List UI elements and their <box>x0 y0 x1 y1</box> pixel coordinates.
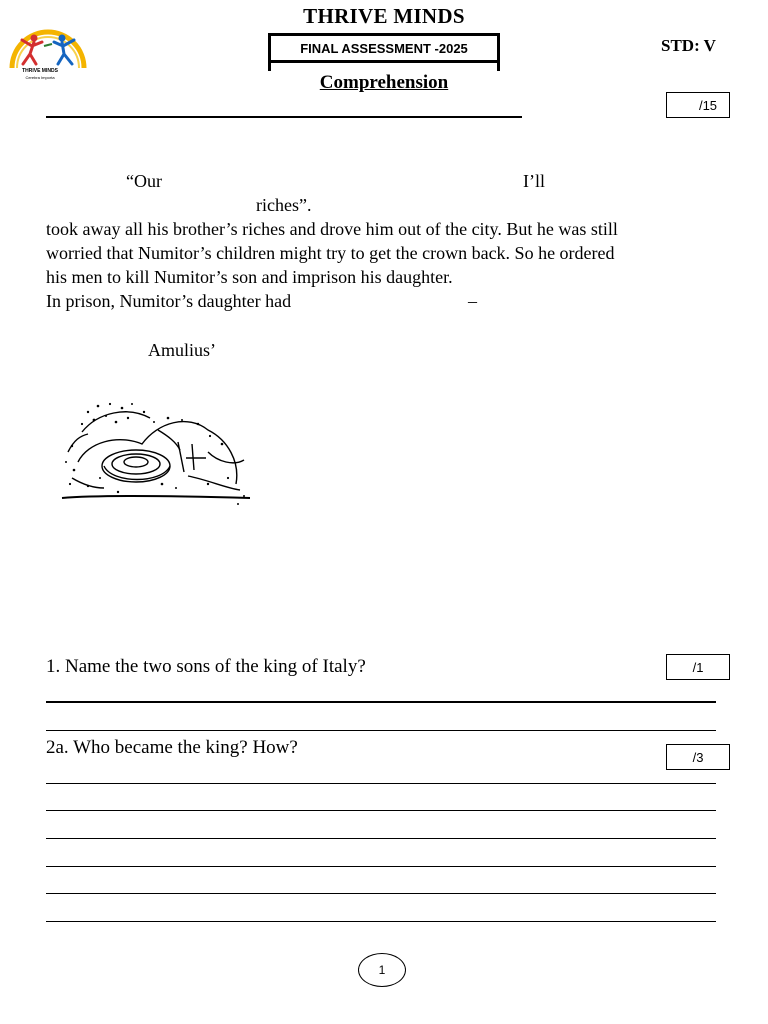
question-1-marks-box <box>666 654 730 680</box>
question-1-marks: /1 <box>692 659 704 675</box>
passage-line-5: his men to kill Numitor’s son and imprison his daughter. <box>46 267 453 287</box>
answer-line-2a-3[interactable] <box>46 838 716 839</box>
passage-line-1-right: I’ll <box>523 171 545 191</box>
page-number <box>358 953 406 987</box>
answer-line-2a-1[interactable] <box>46 783 716 784</box>
assessment-title: FINAL ASSESSMENT -2025 <box>300 40 468 56</box>
question-2a-marks-box <box>666 744 730 770</box>
answer-line-2a-6[interactable] <box>46 921 716 922</box>
std-label: STD: V <box>661 36 716 55</box>
answer-line-2a-2[interactable] <box>46 810 716 811</box>
answer-line-2a-5[interactable] <box>46 893 716 894</box>
passage-line-6-left: In prison, Numitor’s daughter had <box>46 291 292 311</box>
logo-subtext: Cerebra Importa <box>25 75 55 80</box>
passage-line-2: riches”. <box>256 195 312 215</box>
question-1: 1. Name the two sons of the king of Italy? <box>46 656 366 677</box>
question-2a: 2a. Who became the king? How? <box>46 737 298 758</box>
total-marks-box <box>666 92 730 118</box>
basket-illustration <box>58 392 254 508</box>
passage-line-7: Amulius’ <box>148 340 217 360</box>
school-name: THRIVE MINDS <box>303 4 465 28</box>
subject-title <box>0 72 768 94</box>
passage-line-4: worried that Numitor’s children might try to get the crown back. So he ordered <box>46 243 615 263</box>
passage-line-1-left: “Our <box>126 171 162 191</box>
passage-line-6-right: – <box>468 291 477 311</box>
name-line[interactable] <box>46 116 522 118</box>
total-marks: /15 <box>698 97 718 113</box>
question-2a-marks: /3 <box>692 749 704 765</box>
subject-title-text: Comprehension <box>319 72 449 93</box>
passage-line-3: took away all his brother’s riches and drove him out of the city. But he was still <box>46 219 618 239</box>
answer-line-1a[interactable] <box>46 701 716 703</box>
answer-line-1b[interactable] <box>46 730 716 731</box>
answer-line-2a-4[interactable] <box>46 866 716 867</box>
assessment-title-box <box>268 33 500 63</box>
page-number-text: 1 <box>378 963 386 977</box>
logo-text: THRIVE MINDS <box>22 68 58 74</box>
